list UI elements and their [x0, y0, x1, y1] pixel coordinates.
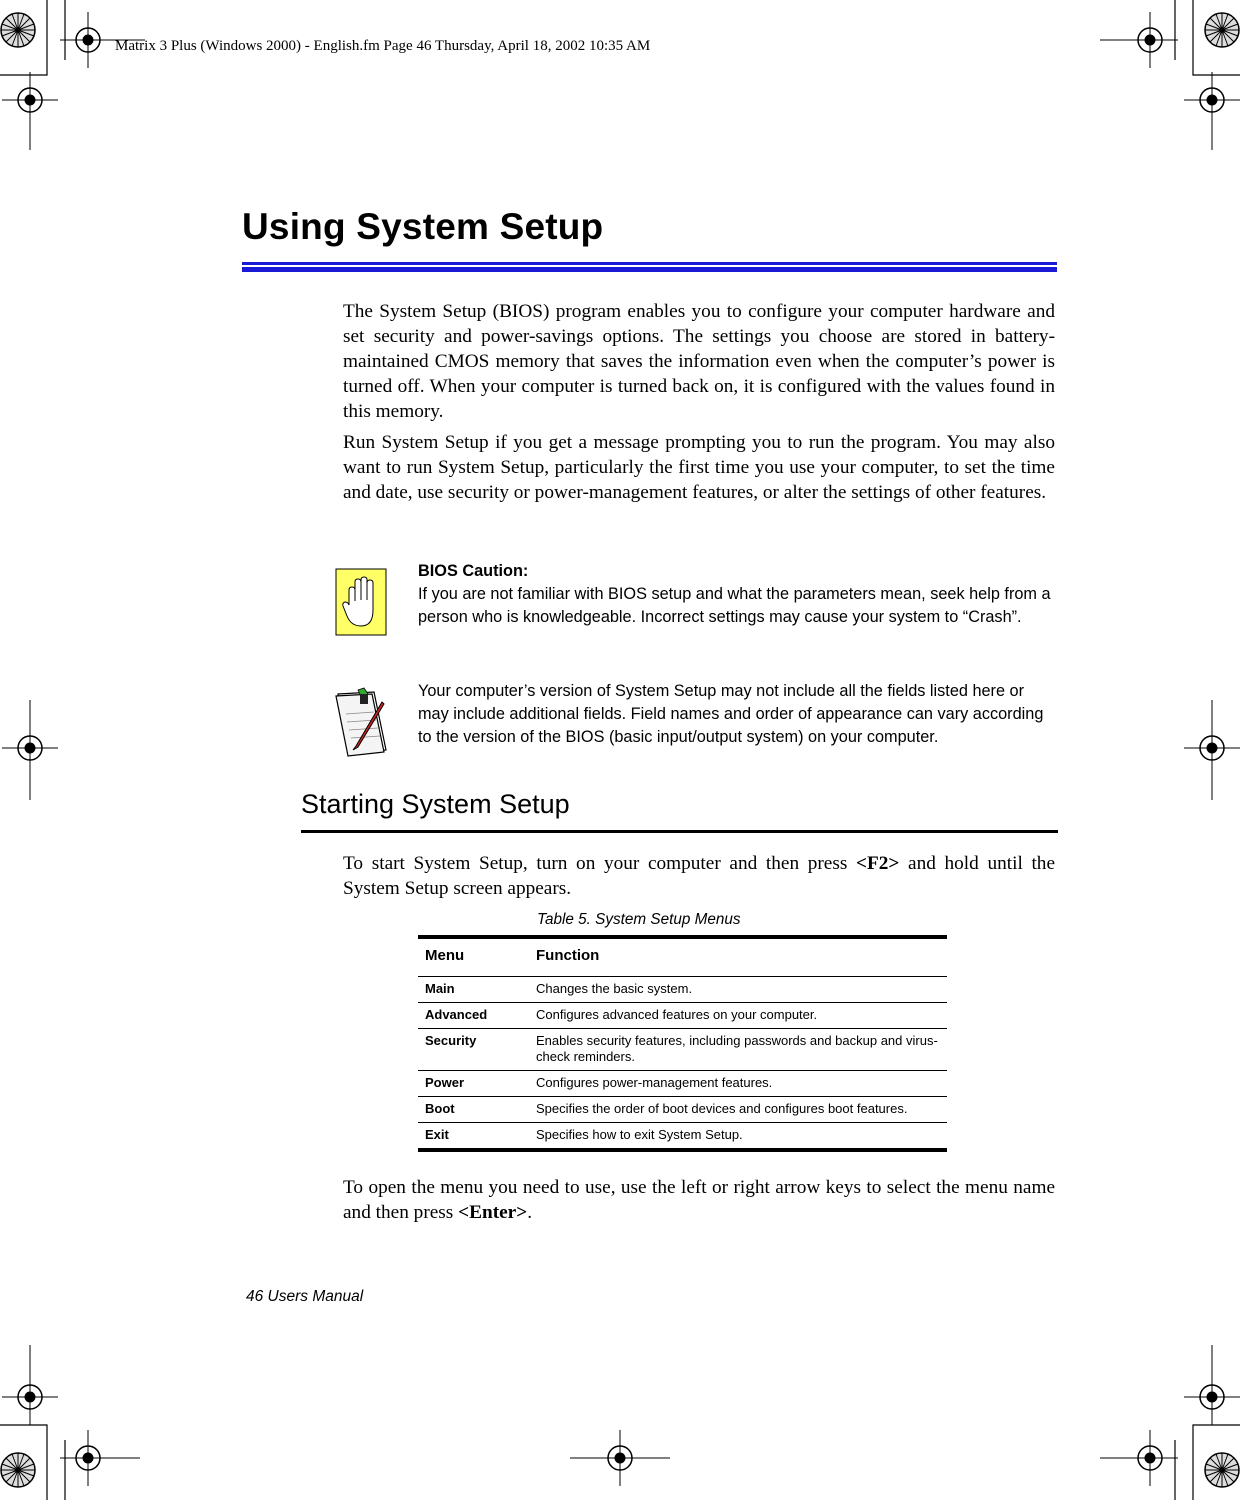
title-rule-top	[242, 262, 1057, 265]
table-row	[418, 1097, 947, 1123]
table-header-row	[418, 937, 947, 977]
menu-name: Power	[418, 1071, 529, 1097]
header-menu: Menu	[418, 937, 529, 977]
start-text-before: To start System Setup, turn on your computer and then press	[343, 853, 856, 874]
table-row	[418, 1123, 947, 1151]
menu-function: Specifies the order of boot devices and configures boot features.	[529, 1097, 947, 1123]
page-title: Using System Setup	[242, 206, 604, 247]
stop-hand-icon	[335, 568, 387, 636]
menu-function: Configures advanced features on your computer.	[529, 1003, 947, 1029]
menu-function: Enables security features, including passwords and backup and virus-check reminders.	[529, 1029, 947, 1071]
subsection-title: Starting System Setup	[301, 789, 570, 819]
page-footer: 46 Users Manual	[246, 1288, 364, 1305]
menu-name: Boot	[418, 1097, 529, 1123]
table-row	[418, 1071, 947, 1097]
menu-name: Security	[418, 1029, 529, 1071]
table-row	[418, 977, 947, 1003]
closing-paragraph	[343, 1175, 1055, 1225]
note-text: Your computer’s version of System Setup may not include all the fields listed here or may include additional fields. Field names and order of appearance can vary according to the version of the BIOS (basic input/output system) on your computer.	[418, 682, 1044, 746]
table-row	[418, 1003, 947, 1029]
header-function: Function	[529, 937, 947, 977]
closing-text-after: .	[527, 1202, 533, 1223]
menu-name: Main	[418, 977, 529, 1003]
menu-name: Exit	[418, 1123, 529, 1151]
key-enter: <Enter>	[458, 1202, 528, 1223]
intro-paragraph-1: The System Setup (BIOS) program enables you to configure your computer hardware and set security and power-savings options. The settings you choose are stored in battery-maintained CMOS memory that saves the information even when the computer’s power is turned off. When your computer is turned back on, it is configured with the values found in this memory.	[343, 301, 1055, 422]
menu-function: Changes the basic system.	[529, 977, 947, 1003]
notepad-pen-icon	[334, 686, 390, 758]
closing-text-before: To open the menu you need to use, use the left or right arrow keys to select the menu name and then press	[343, 1177, 1055, 1223]
menu-function: Configures power-management features.	[529, 1071, 947, 1097]
start-text-after: and hold until the System Setup screen appears.	[343, 853, 1055, 899]
caution-text: If you are not familiar with BIOS setup and what the parameters mean, seek help from a person who is knowledgeable. Incorrect settings may cause your system to “Crash”.	[418, 585, 1051, 626]
table-row	[418, 1029, 947, 1071]
title-rule-bottom	[242, 267, 1057, 272]
subsection-rule	[301, 830, 1058, 833]
system-setup-menus-table	[418, 935, 947, 1152]
key-f2: <F2>	[856, 853, 900, 874]
table-caption: Table 5. System Setup Menus	[537, 911, 741, 928]
caution-title: BIOS Caution:	[418, 562, 529, 580]
caution-box	[418, 560, 1054, 629]
start-paragraph	[343, 851, 1055, 901]
print-slug: Matrix 3 Plus (Windows 2000) - English.fm Page 46 Thursday, April 18, 2002 10:35 AM	[115, 38, 651, 54]
menu-name: Advanced	[418, 1003, 529, 1029]
menu-function: Specifies how to exit System Setup.	[529, 1123, 947, 1151]
intro-paragraph-2: Run System Setup if you get a message prompting you to run the program. You may also want to run System Setup, particularly the first time you use your computer, to set the time and date, use security or power-management features, or alter the settings of other features.	[343, 432, 1055, 503]
